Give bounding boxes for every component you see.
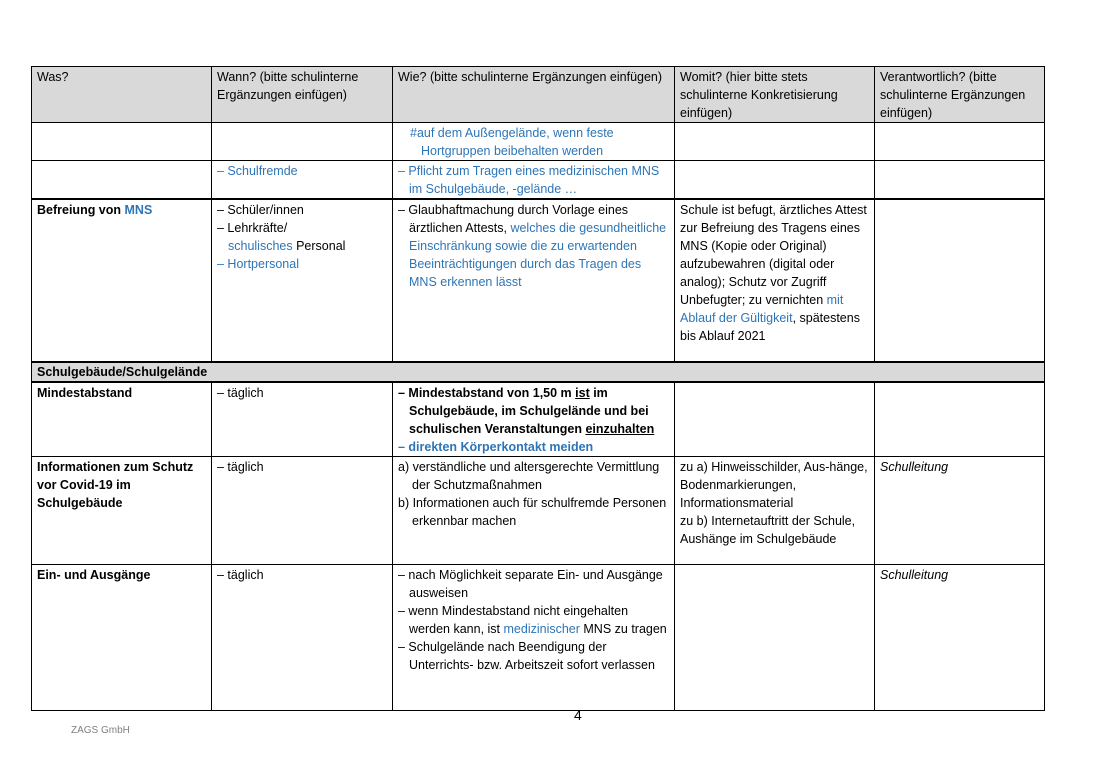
cell-wann-1: – Schüler/innen xyxy=(217,203,304,217)
section-title: Schulgebäude/Schulgelände xyxy=(32,362,1045,382)
cell-wann-text: – Schulfremde xyxy=(217,164,298,178)
cell-womit-b: zu b) Internetauftritt der Schule, Aushänge im Schulgebäude xyxy=(680,514,856,546)
cell-wann-text: – täglich xyxy=(212,457,393,565)
cell-wie-a: a) verständliche und altersgerechte Vermittlung der Schutzmaßnahmen xyxy=(398,460,660,492)
cell-womit-blue: mit Ablauf der Gültigkeit xyxy=(680,293,844,325)
table-row xyxy=(32,161,1045,200)
page-number: 4 xyxy=(574,707,582,723)
table-row xyxy=(32,457,1045,565)
cell-wann-3-rest: Personal xyxy=(292,239,346,253)
header-was: Was? xyxy=(32,67,212,123)
measures-table xyxy=(31,66,1045,711)
cell-wie-1b: ist xyxy=(575,386,590,400)
cell-wie-1a: – Mindestabstand von 1,50 m xyxy=(398,386,576,400)
cell-wie-2c: MNS zu tragen xyxy=(579,622,667,636)
cell-womit-black: Schule ist befugt, ärztliches Attest zur Befreiung des Tragens eines MNS (Kopie oder Original) aufzubewahren (digital oder analog); Schutz vor Zugriff Unbefugter; zu vernichten xyxy=(680,203,867,307)
footer-company: ZAGS GmbH xyxy=(71,725,130,736)
cell-wie-2a: – wenn Mindestabstand nicht eingehalten werden kann, ist xyxy=(398,604,629,636)
cell-womit-end: , spätestens bis Ablauf 2021 xyxy=(680,311,860,343)
cell-wie-2: – direkten Körperkontakt meiden xyxy=(398,440,594,454)
cell-wie-3: – Schulgelände nach Beendigung der Unterrichts- bzw. Arbeitszeit sofort verlassen xyxy=(398,640,655,672)
cell-wann-text: – täglich xyxy=(212,382,393,457)
cell-wie-text: – Pflicht zum Tragen eines medizinischen MNS im Schulgebäude, -gelände … xyxy=(398,164,660,196)
cell-wann-4: – Hortpersonal xyxy=(217,257,299,271)
cell-was-text: Informationen zum Schutz vor Covid-19 im Schulgebäude xyxy=(32,457,212,565)
cell-wie-black: – Glaubhaftmachung durch Vorlage eines ärztlichen Attests, xyxy=(398,203,629,235)
cell-wie-1c: im Schulgebäude, im Schulgelände und bei schulischen Veranstaltungen xyxy=(409,386,649,436)
cell-wie-text: #auf dem Außengelände, wenn feste Hortgruppen beibehalten werden xyxy=(410,126,614,158)
cell-was-text: Befreiung von xyxy=(37,203,125,217)
cell-wie-1: – nach Möglichkeit separate Ein- und Ausgänge ausweisen xyxy=(398,568,663,600)
cell-wie-b: b) Informationen auch für schulfremde Personen erkennbar machen xyxy=(398,496,667,528)
cell-wann-3-blue: schulisches xyxy=(228,239,293,253)
cell-verantwortlich: Schulleitung xyxy=(875,565,1045,711)
cell-womit-a: zu a) Hinweisschilder, Aus-hänge, Bodenmarkierungen, Informationsmaterial xyxy=(680,460,868,510)
header-verantwortlich: Verantwortlich? (bitte schulinterne Ergänzungen einfügen) xyxy=(875,67,1045,123)
cell-wie-1d: einzuhalten xyxy=(585,422,655,436)
header-wann: Wann? (bitte schulinterne Ergänzungen einfügen) xyxy=(212,67,393,123)
cell-was-blue: MNS xyxy=(124,203,153,217)
cell-verantwortlich: Schulleitung xyxy=(875,457,1045,565)
table-row xyxy=(32,565,1045,711)
header-womit: Womit? (hier bitte stets schulinterne Konkretisierung einfügen) xyxy=(675,67,875,123)
header-wie: Wie? (bitte schulinterne Ergänzungen einfügen) xyxy=(393,67,675,123)
table-row xyxy=(32,123,1045,161)
cell-wie-blue: welches die gesundheitliche Einschränkung sowie die zu erwartenden Beeinträchtigungen durch das Tragen des MNS erkennen lässt xyxy=(409,221,667,289)
table-row xyxy=(32,382,1045,457)
cell-was-text: Ein- und Ausgänge xyxy=(32,565,212,711)
cell-wie-2b: medizinischer xyxy=(503,622,580,636)
table-header-row xyxy=(32,67,1045,123)
cell-wann-2: – Lehrkräfte/ xyxy=(217,221,288,235)
cell-was-text: Mindestabstand xyxy=(32,382,212,457)
table-row xyxy=(32,199,1045,362)
section-header-row xyxy=(32,362,1045,382)
cell-wann-text: – täglich xyxy=(212,565,393,711)
